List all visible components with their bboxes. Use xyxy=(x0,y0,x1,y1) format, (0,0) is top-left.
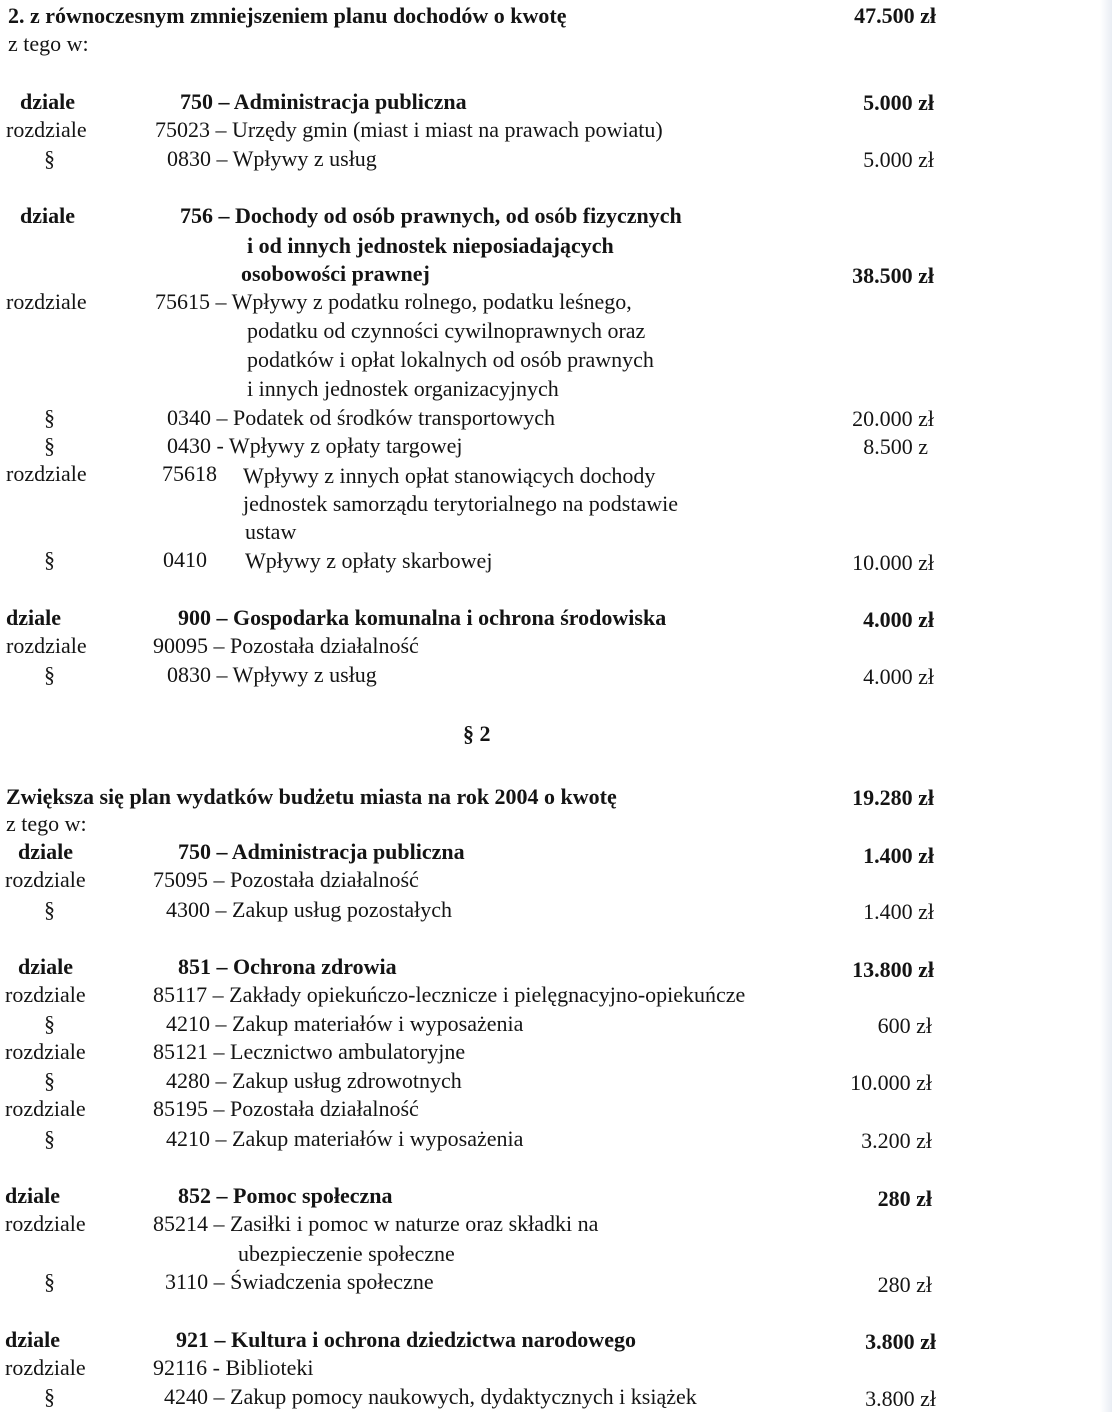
dzial-label: dziale xyxy=(5,1327,60,1352)
income-paragraf-0430-name: 0430 - Wpływy z opłaty targowej xyxy=(167,433,463,458)
income-dzial-750-name: 750 – Administracja publiczna xyxy=(180,89,467,114)
income-paragraf-0340-name: 0340 – Podatek od środków transportowych xyxy=(167,405,556,430)
paragraf-label: § xyxy=(44,433,55,458)
rozdzial-label: rozdziale xyxy=(5,1355,86,1380)
rozdzial-label: rozdziale xyxy=(6,289,87,314)
expense-rozdzial-85121-name: 85121 – Lecznictwo ambulatoryjne xyxy=(153,1039,466,1064)
expense-rozdzial-85214-name-line1: 85214 – Zasiłki i pomoc w naturze oraz składki na xyxy=(153,1211,599,1236)
paragraf-label: § xyxy=(44,1384,55,1409)
expense-paragraf-4210-name: 4210 – Zakup materiałów i wyposażenia xyxy=(166,1011,524,1036)
income-dzial-756-name-line1: 756 – Dochody od osób prawnych, od osób fizycznych xyxy=(180,203,682,228)
rozdzial-label: rozdziale xyxy=(5,867,86,892)
paragraf-label: § xyxy=(44,1269,55,1294)
dzial-label: dziale xyxy=(5,1183,60,1208)
income-paragraf-0430-amount: 8.500 z xyxy=(863,434,928,459)
expense-dzial-921-name: 921 – Kultura i ochrona dziedzictwa narodowego xyxy=(176,1327,636,1352)
income-paragraf-0410-name: Wpływy z opłaty skarbowej xyxy=(245,548,493,573)
expense-paragraf-3110-amount: 280 zł xyxy=(877,1272,932,1297)
income-dzial-756-name-line3: osobowości prawnej xyxy=(241,261,430,286)
income-rozdzial-75615-name-line3: podatków i opłat lokalnych od osób prawnych xyxy=(247,347,654,372)
dzial-label: dziale xyxy=(6,605,61,630)
income-rozdzial-75618-name-line3: ustaw xyxy=(245,519,297,544)
expense-breakdown-intro: z tego w: xyxy=(6,811,87,836)
expense-dzial-750-name: 750 – Administracja publiczna xyxy=(178,839,465,864)
expense-increase-total: 19.280 zł xyxy=(852,785,934,810)
expense-paragraf-4210-amount: 3.200 zł xyxy=(861,1128,932,1153)
income-dzial-900-name: 900 – Gospodarka komunalna i ochrona środowiska xyxy=(178,605,667,630)
income-paragraf-0340-amount: 20.000 zł xyxy=(852,406,934,431)
expense-paragraf-4300-name: 4300 – Zakup usług pozostałych xyxy=(166,897,452,922)
income-rozdzial-75615-name-line2: podatku od czynności cywilnoprawnych oraz xyxy=(247,318,646,343)
income-paragraf-0830-amount: 5.000 zł xyxy=(863,147,934,172)
income-paragraf-0830-name: 0830 – Wpływy z usług xyxy=(167,662,377,687)
expense-dzial-851-amount: 13.800 zł xyxy=(852,957,934,982)
income-paragraf-0410-code: 0410 xyxy=(163,547,207,572)
expense-paragraf-4240-amount: 3.800 zł xyxy=(865,1386,936,1411)
expense-dzial-852-amount: 280 zł xyxy=(877,1186,932,1211)
expense-paragraf-4280-amount: 10.000 zł xyxy=(850,1070,932,1095)
income-reduction-total: 47.500 zł xyxy=(854,3,936,28)
expense-paragraf-3110-name: 3110 – Świadczenia społeczne xyxy=(165,1269,434,1294)
income-breakdown-intro: z tego w: xyxy=(8,31,89,56)
expense-dzial-921-amount: 3.800 zł xyxy=(865,1329,936,1354)
paragraf-label: § xyxy=(44,547,55,572)
dzial-label: dziale xyxy=(18,954,73,979)
rozdzial-label: rozdziale xyxy=(6,633,87,658)
expense-paragraf-4210-name: 4210 – Zakup materiałów i wyposażenia xyxy=(166,1126,524,1151)
rozdzial-label: rozdziale xyxy=(6,461,87,486)
income-paragraf-0410-amount: 10.000 zł xyxy=(852,550,934,575)
paragraf-label: § xyxy=(44,146,55,171)
income-rozdzial-75615-name-line4: i innych jednostek organizacyjnych xyxy=(247,376,559,401)
expense-paragraf-4240-name: 4240 – Zakup pomocy naukowych, dydaktycznych i książek xyxy=(164,1384,697,1409)
paragraf-label: § xyxy=(44,1126,55,1151)
section-2-heading: § 2 xyxy=(463,721,491,746)
expense-dzial-750-amount: 1.400 zł xyxy=(863,843,934,868)
paragraf-label: § xyxy=(44,405,55,430)
rozdzial-label: rozdziale xyxy=(5,1096,86,1121)
income-rozdzial-75618-name-line1: Wpływy z innych opłat stanowiących dochody xyxy=(243,463,656,488)
scan-edge-shadow xyxy=(1100,0,1112,1412)
income-rozdzial-90095-name: 90095 – Pozostała działalność xyxy=(153,633,419,658)
income-dzial-756-amount: 38.500 zł xyxy=(852,263,934,288)
paragraf-label: § xyxy=(44,662,55,687)
paragraf-label: § xyxy=(44,897,55,922)
expense-paragraf-4300-amount: 1.400 zł xyxy=(863,899,934,924)
income-rozdzial-75615-name-line1: 75615 – Wpływy z podatku rolnego, podatku leśnego, xyxy=(155,289,632,314)
income-dzial-756-name-line2: i od innych jednostek nieposiadających xyxy=(247,233,614,258)
income-paragraf-0830-amount: 4.000 zł xyxy=(863,664,934,689)
income-rozdzial-75618-code: 75618 xyxy=(162,461,217,486)
rozdzial-label: rozdziale xyxy=(6,117,87,142)
dzial-label: dziale xyxy=(20,89,75,114)
expense-increase-title: Zwiększa się plan wydatków budżetu miasta na rok 2004 o kwotę xyxy=(6,784,617,809)
dzial-label: dziale xyxy=(20,203,75,228)
expense-dzial-851-name: 851 – Ochrona zdrowia xyxy=(178,954,397,979)
expense-rozdzial-85195-name: 85195 – Pozostała działalność xyxy=(153,1096,419,1121)
expense-dzial-852-name: 852 – Pomoc społeczna xyxy=(178,1183,393,1208)
expense-paragraf-4280-name: 4280 – Zakup usług zdrowotnych xyxy=(166,1068,462,1093)
paragraf-label: § xyxy=(44,1068,55,1093)
income-dzial-750-amount: 5.000 zł xyxy=(863,90,934,115)
income-rozdzial-75618-name-line2: jednostek samorządu terytorialnego na podstawie xyxy=(243,491,678,516)
expense-paragraf-4210-amount: 600 zł xyxy=(877,1013,932,1038)
rozdzial-label: rozdziale xyxy=(5,1039,86,1064)
dzial-label: dziale xyxy=(18,839,73,864)
rozdzial-label: rozdziale xyxy=(5,982,86,1007)
expense-rozdzial-85214-name-line2: ubezpieczenie społeczne xyxy=(238,1241,455,1266)
income-paragraf-0830-name: 0830 – Wpływy z usług xyxy=(167,146,377,171)
expense-rozdzial-75095-name: 75095 – Pozostała działalność xyxy=(153,867,419,892)
paragraf-label: § xyxy=(44,1011,55,1036)
income-dzial-900-amount: 4.000 zł xyxy=(863,607,934,632)
income-reduction-title: 2. z równoczesnym zmniejszeniem planu dochodów o kwotę xyxy=(8,3,567,28)
expense-rozdzial-85117-name: 85117 – Zakłady opiekuńczo-lecznicze i pielęgnacyjno-opiekuńcze xyxy=(153,982,746,1007)
expense-rozdzial-92116-name: 92116 - Biblioteki xyxy=(153,1355,314,1380)
rozdzial-label: rozdziale xyxy=(5,1211,86,1236)
income-rozdzial-75023-name: 75023 – Urzędy gmin (miast i miast na prawach powiatu) xyxy=(155,117,663,142)
